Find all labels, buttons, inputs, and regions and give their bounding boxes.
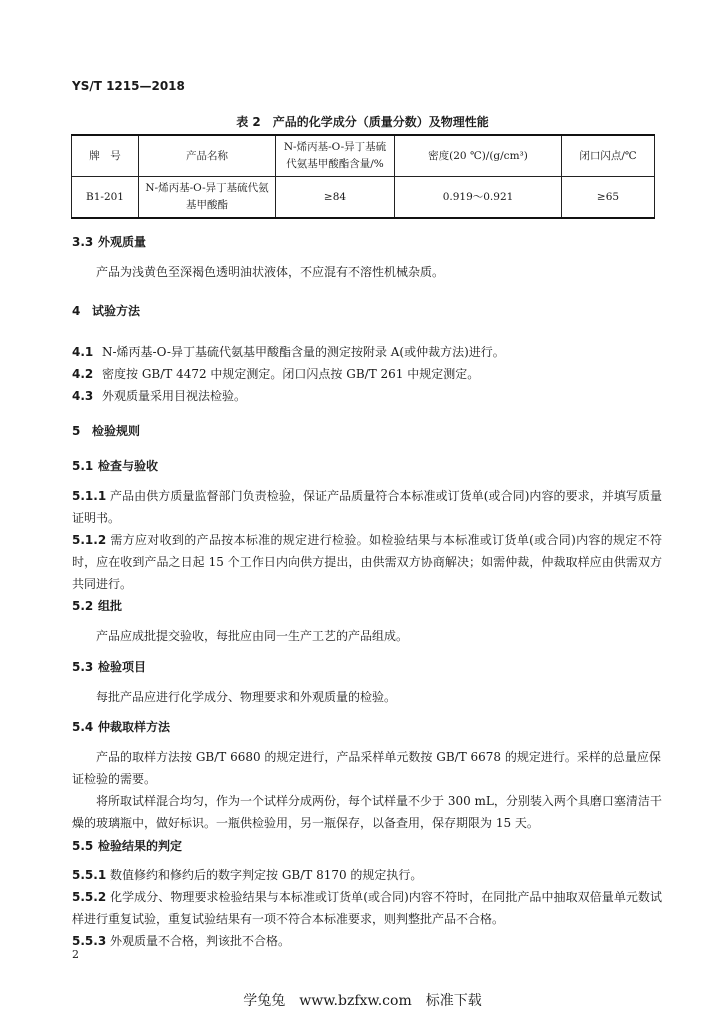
table-row (72, 177, 655, 219)
clauses-5-1 (72, 485, 662, 595)
section-5-4 (72, 716, 662, 834)
cell-grade: B1-201 (72, 177, 139, 219)
composition-table (71, 134, 655, 219)
clause-5-1-1: 5.1.1 产品由供方质量监督部门负责检验，保证产品质量符合本标准或订货单(或合同)内容的要求，并填写质量证明书。 (72, 489, 662, 525)
table-title: 表 2 产品的化学成分（质量分数）及物理性能 (236, 115, 489, 129)
col-density: 密度(20 ℃)/(g/cm³) (395, 135, 562, 177)
section-heading: 5 检验规则 (72, 424, 141, 438)
section-heading: 5.1 检查与验收 (72, 459, 159, 473)
section-5-2 (72, 595, 662, 647)
table-header-row (72, 135, 655, 177)
section-4 (72, 300, 662, 322)
section-heading: 5.2 组批 (72, 599, 123, 613)
section-heading: 4 试验方法 (72, 304, 141, 318)
section-text: 产品的取样方法按 GB/T 6680 的规定进行，产品采样单元数按 GB/T 6678 的规定进行。采样的总量应保证检验的需要。 (72, 750, 661, 786)
clause-5-5-2: 5.5.2 化学成分、物理要求检验结果与本标准或订货单(或合同)内容不符时，在同批产品中抽取双倍量单元数试样进行重复试验，重复试验结果有一项不符合本标准要求，则判整批产品不合格。 (72, 890, 662, 926)
section-4-clauses (72, 341, 662, 407)
section-heading: 3.3 外观质量 (72, 235, 147, 249)
section-3-3 (72, 231, 662, 283)
cell-flash-point: ≥65 (562, 177, 655, 219)
section-text: 产品应成批提交验收，每批应由同一生产工艺的产品组成。 (96, 629, 409, 643)
col-content: N-烯丙基-O-异丁基硫代氨基甲酸酯含量/% (276, 135, 395, 177)
col-flash-point: 闭口闪点/℃ (562, 135, 655, 177)
section-text: 将所取试样混合均匀，作为一个试样分成两份，每个试样量不少于 300 mL，分别装入两个具磨口塞清洁干燥的玻璃瓶中，做好标识。一瓶供检验用，另一瓶保存，以备查用，保存期限为 15 天。 (72, 794, 662, 830)
section-text: 产品为浅黄色至深褐色透明油状液体，不应混有不溶性机械杂质。 (96, 265, 445, 279)
cell-density: 0.919～0.921 (395, 177, 562, 219)
section-heading: 5.5 检验结果的判定 (72, 839, 183, 853)
col-product-name: 产品名称 (139, 135, 276, 177)
section-heading: 5.3 检验项目 (72, 660, 147, 674)
section-5-5 (72, 835, 662, 857)
section-5-1 (72, 455, 662, 477)
cell-content: ≥84 (276, 177, 395, 219)
clause-4-3: 4.3 外观质量采用目视法检验。 (72, 389, 247, 403)
clause-4-2: 4.2 密度按 GB/T 4472 中规定测定。闭口闪点按 GB/T 261 中规定测定。 (72, 367, 480, 381)
col-grade: 牌 号 (72, 135, 139, 177)
clause-5-5-3: 5.5.3 外观质量不合格，判该批不合格。 (72, 934, 291, 948)
cell-product-name: N-烯丙基-O-异丁基硫代氨基甲酸酯 (139, 177, 276, 219)
section-heading: 5.4 仲裁取样方法 (72, 720, 171, 734)
section-5 (72, 420, 662, 442)
page-number: 2 (72, 948, 79, 961)
clause-5-5-1: 5.5.1 数值修约和修约后的数字判定按 GB/T 8170 的规定执行。 (72, 868, 423, 882)
clauses-5-5 (72, 864, 662, 952)
section-text: 每批产品应进行化学成分、物理要求和外观质量的检验。 (96, 690, 397, 704)
watermark-footer: 学兔兔 www.bzfxw.com 标准下载 (243, 993, 482, 1009)
section-5-3 (72, 656, 662, 708)
document-code-header: YS/T 1215—2018 (72, 79, 185, 93)
clause-4-1: 4.1 N-烯丙基-O-异丁基硫代氨基甲酸酯含量的测定按附录 A(或仲裁方法)进行。 (72, 345, 505, 359)
clause-5-1-2: 5.1.2 需方应对收到的产品按本标准的规定进行检验。如检验结果与本标准或订货单(或合同)内容的规定不符时，应在收到产品之日起 15 个工作日内向供方提出，由供需双方协商解决；如需仲裁，仲裁取样应由供需双方共同进行。 (72, 533, 662, 591)
